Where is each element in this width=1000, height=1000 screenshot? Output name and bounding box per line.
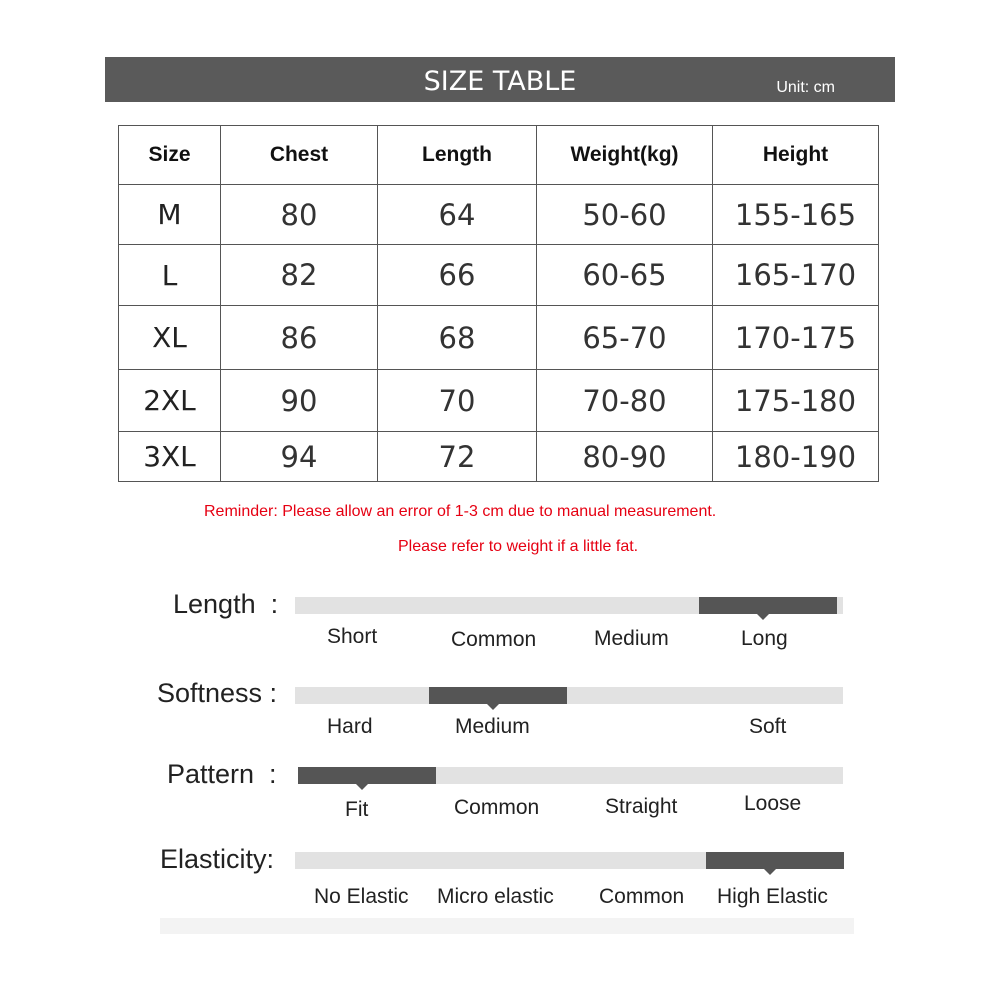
footer-divider (160, 918, 854, 934)
pattern-scale-marker (298, 767, 436, 784)
height-cell: 175-180 (713, 370, 879, 432)
weight-cell: 50-60 (537, 185, 713, 245)
table-header-row (119, 126, 879, 185)
table-row (119, 185, 879, 245)
elasticity-scale-marker (706, 852, 844, 869)
pattern-option-common: Common (454, 796, 540, 819)
size-cell: L (119, 245, 221, 306)
size-table (118, 125, 879, 482)
size-cell: 3XL (119, 432, 221, 482)
chest-cell: 80 (221, 185, 378, 245)
softness-attribute-label: Softness : (157, 678, 278, 708)
weight-cell: 70-80 (537, 370, 713, 432)
length-cell: 68 (378, 306, 537, 370)
softness-scale-track (295, 687, 843, 704)
elasticity-option-no-elastic: No Elastic (314, 885, 409, 908)
size-table-banner (105, 57, 895, 102)
weight-cell: 60-65 (537, 245, 713, 306)
length-cell: 64 (378, 185, 537, 245)
table-row (119, 370, 879, 432)
weight-cell: 80-90 (537, 432, 713, 482)
chest-cell: 94 (221, 432, 378, 482)
header-height: Height (713, 126, 879, 185)
height-cell: 155-165 (713, 185, 879, 245)
softness-option-medium: Medium (455, 715, 530, 738)
length-option-common: Common (451, 628, 537, 651)
unit-label: Unit: cm (776, 79, 835, 96)
softness-option-hard: Hard (327, 715, 373, 738)
elasticity-marker-pointer-icon (764, 869, 776, 875)
softness-marker-pointer-icon (487, 704, 499, 710)
length-cell: 66 (378, 245, 537, 306)
size-cell: M (119, 185, 221, 245)
elasticity-option-micro-elastic: Micro elastic (437, 885, 554, 908)
table-row (119, 245, 879, 306)
elasticity-option-high-elastic: High Elastic (717, 885, 828, 908)
pattern-option-loose: Loose (744, 792, 802, 815)
height-cell: 165-170 (713, 245, 879, 306)
length-scale-marker (699, 597, 837, 614)
size-cell: XL (119, 306, 221, 370)
softness-scale-marker (429, 687, 567, 704)
header-size: Size (119, 126, 221, 185)
header-chest: Chest (221, 126, 378, 185)
length-cell: 70 (378, 370, 537, 432)
length-option-medium: Medium (594, 627, 669, 650)
header-length: Length (378, 126, 537, 185)
elasticity-option-common: Common (599, 885, 685, 908)
pattern-marker-pointer-icon (356, 784, 368, 790)
pattern-option-fit: Fit (345, 798, 369, 821)
chest-cell: 82 (221, 245, 378, 306)
weight-cell: 65-70 (537, 306, 713, 370)
height-cell: 180-190 (713, 432, 879, 482)
pattern-option-straight: Straight (605, 795, 678, 818)
size-cell: 2XL (119, 370, 221, 432)
table-row (119, 306, 879, 370)
header-weight: Weight(kg) (537, 126, 713, 185)
height-cell: 170-175 (713, 306, 879, 370)
chest-cell: 86 (221, 306, 378, 370)
length-marker-pointer-icon (757, 614, 769, 620)
elasticity-attribute-label: Elasticity: (160, 844, 275, 874)
table-row (119, 432, 879, 482)
chest-cell: 90 (221, 370, 378, 432)
weight-note: Please refer to weight if a little fat. (398, 538, 639, 555)
length-option-long: Long (741, 627, 788, 650)
softness-option-soft: Soft (749, 715, 787, 738)
length-attribute-label: Length : (173, 589, 279, 619)
length-option-short: Short (327, 625, 378, 648)
pattern-attribute-label: Pattern : (167, 759, 277, 789)
banner-title: SIZE TABLE (423, 66, 577, 97)
length-cell: 72 (378, 432, 537, 482)
measurement-reminder: Reminder: Please allow an error of 1-3 cm due to manual measurement. (204, 503, 717, 520)
